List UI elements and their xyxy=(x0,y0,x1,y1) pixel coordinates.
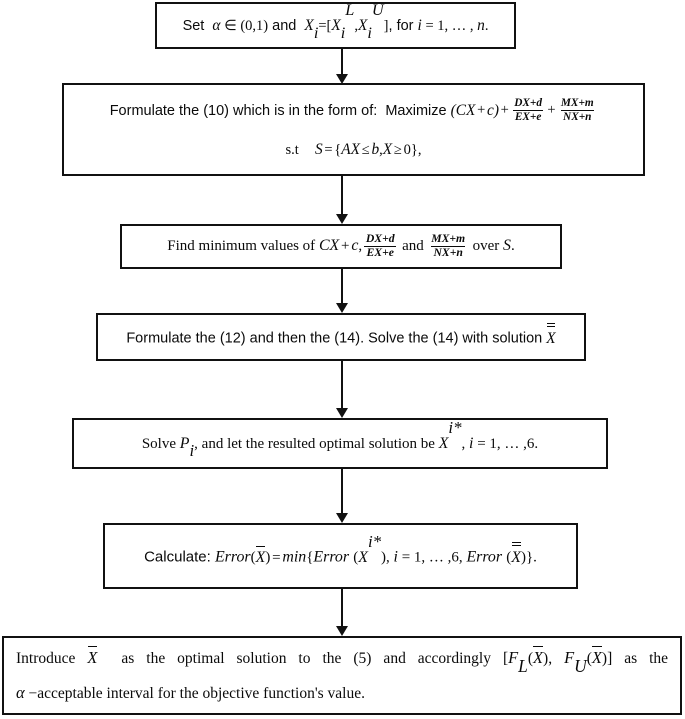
index-values: = 1, … ,6, xyxy=(397,549,467,566)
node-set-text xyxy=(182,0,489,43)
flowchart-node-solve-14 xyxy=(96,313,586,361)
objective-c: c) xyxy=(487,101,499,119)
set-S: S xyxy=(503,236,511,254)
bracket-open: [ xyxy=(502,649,509,667)
x-lower-bound: $X_i^L$ xyxy=(331,0,355,43)
paren-open-2: ( xyxy=(353,549,359,566)
fraction-numerator: MX+m xyxy=(431,231,466,245)
interval-comma: , xyxy=(354,17,358,34)
solve-label: Solve xyxy=(141,435,176,452)
conjunction-and: and xyxy=(402,237,424,254)
term-c: c xyxy=(351,236,359,254)
x-bar-symbol: X xyxy=(87,645,97,670)
fraction-MX-NX xyxy=(559,97,596,123)
solution-x-double-bar: X xyxy=(546,323,555,349)
calculate-label: Calculate: xyxy=(144,548,211,566)
brace-open: { xyxy=(306,549,314,566)
paren-close-3: ) xyxy=(520,549,526,566)
paren-close-2: ) xyxy=(381,549,387,566)
x-bar-arg-L: X xyxy=(533,645,543,670)
maximize-label: Maximize xyxy=(385,102,447,119)
plus-3: + xyxy=(547,102,556,119)
flowchart-node-calculate-error xyxy=(103,523,578,589)
arrow-head-icon xyxy=(336,303,348,313)
paren-close-U: ) xyxy=(601,649,608,667)
arrow-head-icon xyxy=(336,626,348,636)
arrow-head-icon xyxy=(336,408,348,418)
arrow-step1-to-step2 xyxy=(341,49,343,75)
bracket-close: ] xyxy=(383,17,389,34)
constraint-comma: , xyxy=(379,141,383,158)
index-i: i xyxy=(393,548,398,566)
fraction-denominator: NX+n xyxy=(431,246,465,260)
fraction-DX-EX xyxy=(512,97,544,123)
fraction-denominator: EX+e xyxy=(513,110,544,124)
period: . xyxy=(484,17,489,34)
plus-1: + xyxy=(477,102,486,119)
node-formulate-line1 xyxy=(110,98,598,124)
arrow-step6-to-step7 xyxy=(341,589,343,627)
term-CX-c: CX xyxy=(318,236,340,254)
error-function: Error xyxy=(214,548,251,566)
introduce-suffix: as the xyxy=(624,649,669,667)
index-range: , for xyxy=(388,17,418,34)
interval-comma: , xyxy=(548,649,565,667)
constraint-zero: 0}, xyxy=(403,141,422,158)
arrow-step3-to-step4 xyxy=(341,269,343,304)
flowchart-node-introduce-solution xyxy=(2,636,682,715)
paren-open-U: ( xyxy=(586,649,592,667)
equals-sign: = xyxy=(324,141,333,158)
index-expression: i xyxy=(417,16,422,34)
set-S: S xyxy=(314,140,323,158)
plus-sign: + xyxy=(341,237,350,254)
paren-open-L: ( xyxy=(527,649,534,667)
alpha-interval: ∈ (0,1) xyxy=(220,17,269,34)
bracket-close: ] xyxy=(607,649,613,667)
arrow-head-icon xyxy=(336,513,348,523)
flowchart-node-formulate-10 xyxy=(62,83,645,176)
bracket-open: [ xyxy=(326,17,332,34)
solve14-prefix: Formulate the (12) and then the (14). Solve the (14) with solution xyxy=(126,330,543,347)
x-bar-arg-U: X xyxy=(592,645,602,670)
alpha-symbol: α xyxy=(16,683,25,703)
subject-to-label: s.t xyxy=(285,141,299,158)
fraction-DX-EX xyxy=(364,233,397,260)
acceptable-interval-text: −acceptable interval for the objective function's value. xyxy=(28,685,365,703)
constraint-X: X xyxy=(382,140,393,158)
error-index: , xyxy=(386,549,394,566)
node-findmin-text xyxy=(167,233,514,260)
x-variable: $X_i$ xyxy=(304,16,319,43)
findmin-prefix: Find minimum values of xyxy=(167,237,316,254)
optimal-solution-X: $X^{i*}$ xyxy=(438,417,462,452)
index-range: , xyxy=(461,435,470,452)
min-operator: min xyxy=(282,548,307,566)
fraction-numerator: DX+d xyxy=(365,231,395,245)
flowchart-node-find-minimum xyxy=(120,224,562,269)
node-error-text xyxy=(144,531,537,569)
objective-first-term: (CX xyxy=(450,101,476,119)
arrow-step4-to-step5 xyxy=(341,361,343,409)
conjunction-and: and xyxy=(272,17,297,34)
index-equals: = 1, … , xyxy=(421,17,478,34)
fraction-denominator: NX+n xyxy=(561,110,593,124)
brace-open: { xyxy=(334,141,342,158)
equals-sign: = xyxy=(318,17,327,34)
solvepi-middle: , and let the resulted optimal solution be xyxy=(194,435,435,452)
paren-open-3: ( xyxy=(506,549,512,566)
arrow-step2-to-step3 xyxy=(341,176,343,215)
alpha-symbol: α xyxy=(212,16,221,34)
index-i: i xyxy=(469,434,474,452)
F-upper: $F_U$ xyxy=(564,647,587,676)
geq-sign: ≥ xyxy=(393,141,402,158)
arrow-head-icon xyxy=(336,214,348,224)
fraction-numerator: DX+d xyxy=(514,97,542,110)
fraction-numerator: MX+m xyxy=(560,97,594,110)
x-upper-bound: $X_i^U$ xyxy=(357,0,384,43)
node-introduce-line1 xyxy=(16,645,669,676)
error-function-3: Error xyxy=(466,548,503,566)
introduce-middle: as the optimal solution to the (5) and accordingly xyxy=(121,649,491,667)
node-introduce-line2 xyxy=(16,681,668,706)
paren-close-L: ) xyxy=(543,649,549,667)
arrow-step5-to-step6 xyxy=(341,469,343,514)
x-star-symbol: $X^{i*}$ xyxy=(358,531,382,566)
node-solve14-text xyxy=(126,323,555,350)
flowchart-node-set-alpha xyxy=(155,2,516,49)
constraint-b: b xyxy=(371,140,380,158)
error-function-2: Error xyxy=(313,548,350,566)
list-comma: , xyxy=(358,237,363,254)
fraction-denominator: EX+e xyxy=(364,246,396,260)
flowchart-node-solve-pi xyxy=(72,418,608,469)
node-solvepi-text xyxy=(141,417,539,461)
constraint-AX: AX xyxy=(341,140,361,158)
period: . xyxy=(510,237,515,254)
paren-open: ( xyxy=(250,549,256,566)
equals-sign: = xyxy=(272,549,281,566)
fraction-MX-NX xyxy=(429,233,467,260)
F-lower: $F_L$ xyxy=(508,647,528,676)
paren-close: ) xyxy=(265,549,271,566)
node-formulate-line2 xyxy=(286,138,422,162)
leq-sign: ≤ xyxy=(361,141,370,158)
x-bar-symbol: X xyxy=(256,545,266,570)
index-values: = 1, … ,6. xyxy=(473,435,539,452)
problem-P-i: $P_i$ xyxy=(179,434,195,461)
index-n: n xyxy=(477,16,485,34)
set-label: Set xyxy=(182,17,205,34)
brace-close: }. xyxy=(525,549,537,566)
over-label: over xyxy=(472,237,500,254)
introduce-label: Introduce xyxy=(16,649,76,667)
x-double-bar-symbol: X xyxy=(511,542,521,569)
plus-2: + xyxy=(500,102,509,119)
formulate-prefix: Formulate the (10) which is in the form of: xyxy=(109,102,378,119)
